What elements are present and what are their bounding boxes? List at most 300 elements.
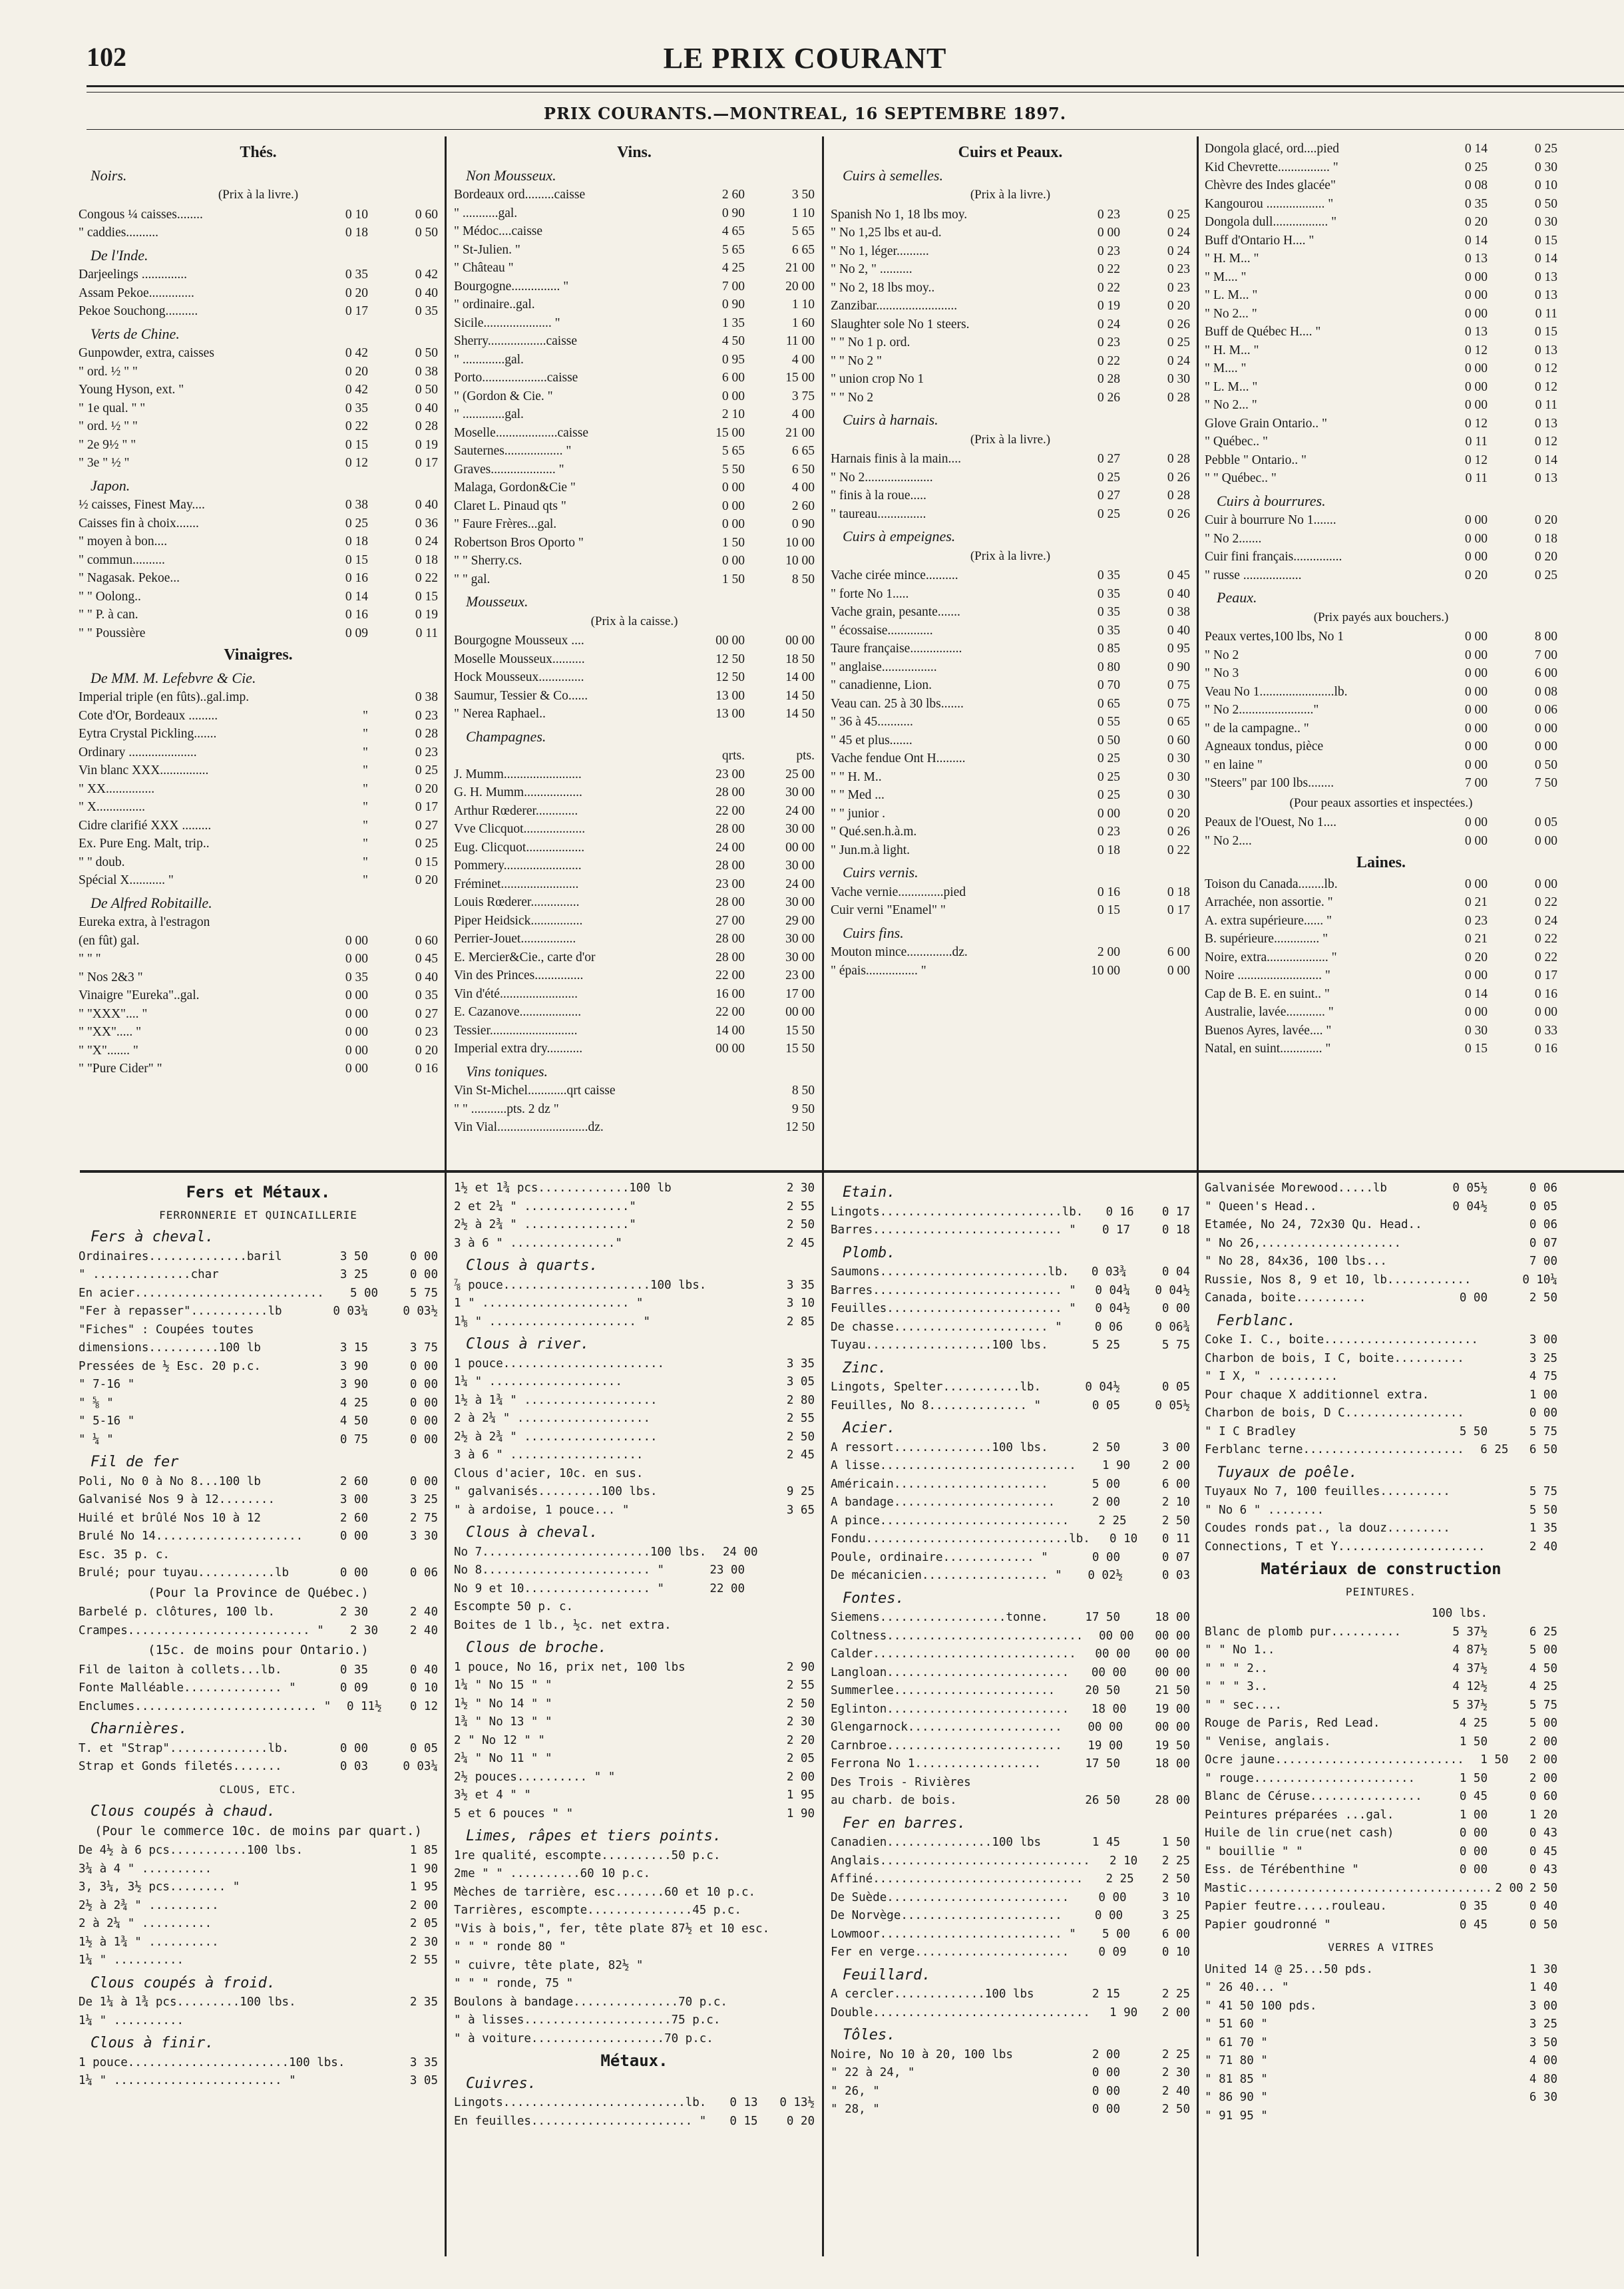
item-label: " 71 80 "	[1205, 2054, 1268, 2067]
price-row	[454, 1884, 815, 1902]
price-min: 3 50	[339, 1249, 368, 1263]
subsection-heading: Tuyaux de poêle.	[1217, 1464, 1358, 1481]
subsection-heading: Cuirs à semelles.	[843, 166, 943, 184]
item-label: " ..............char	[79, 1268, 219, 1281]
item-label: " No 2......................."	[1205, 703, 1319, 717]
price-row	[454, 351, 815, 369]
price-max: 0 17	[415, 800, 438, 814]
price-max: 0 05	[1534, 815, 1557, 829]
price-max: 0 25	[1167, 335, 1190, 349]
price-row	[1205, 2034, 1557, 2053]
price-row	[831, 1530, 1190, 1549]
item-label: " No 2.....................	[831, 470, 933, 485]
price-min	[1471, 1271, 1512, 1290]
price-max: 4 00	[1529, 2054, 1557, 2067]
price-max: 0 43	[1529, 1826, 1557, 1840]
price-row	[1205, 378, 1557, 397]
price-row	[1205, 1040, 1557, 1058]
price-row	[454, 1100, 815, 1119]
price-min: 0 03	[339, 1760, 368, 1773]
price-row	[454, 668, 815, 687]
price-row	[831, 279, 1190, 298]
subsection-heading: Plomb.	[843, 1244, 896, 1261]
price-row	[1205, 1235, 1557, 1253]
price-row	[1205, 1520, 1557, 1538]
price-max: 6 00	[1161, 1927, 1190, 1941]
price-row	[454, 1993, 815, 2012]
price-row	[454, 1003, 815, 1022]
price-row	[1205, 1898, 1557, 1916]
price-min: 2 00	[1097, 945, 1120, 959]
price-min: 0 08	[1464, 178, 1488, 192]
price-min	[682, 1446, 745, 1465]
price-max: 8 50	[791, 1084, 815, 1098]
price-max: 0 30	[1534, 215, 1557, 229]
price-row	[79, 624, 438, 643]
item-label: " L. M... "	[1205, 288, 1258, 302]
price-min: 5 37½	[1452, 1698, 1488, 1712]
item-label: 2½ à 2¾ " ..............."	[454, 1218, 636, 1231]
item-label: 1⅛ " ..................... "	[454, 1315, 651, 1329]
item-label: " galvanisés.........100 lbs.	[454, 1485, 658, 1498]
price-max	[761, 2030, 815, 2049]
price-row	[831, 1221, 1190, 1240]
price-max: 0 24	[1167, 226, 1190, 240]
item-label: " " Québec.. "	[1205, 471, 1277, 485]
item-label: Saumons........................lb.	[831, 1265, 1070, 1279]
item-label: Slaughter sole No 1 steers.	[831, 317, 970, 331]
price-row	[454, 204, 815, 223]
price-row	[1205, 1022, 1557, 1040]
price-row	[79, 206, 438, 224]
item-label: " Faure Frères...gal.	[454, 517, 557, 531]
price-max: 0 11	[1535, 398, 1557, 412]
price-min: 0 35	[339, 1663, 368, 1677]
price-max	[745, 1957, 815, 1976]
price-max: 0 27	[415, 1006, 438, 1021]
price-row	[1205, 140, 1557, 158]
price-row	[454, 369, 815, 387]
item-label: Robertson Bros Oporto "	[454, 535, 584, 550]
price-note: (Prix à la livre.)	[218, 188, 299, 202]
price-row	[831, 962, 1190, 980]
item-label: "Fer à repasser"...........lb	[79, 1305, 282, 1318]
price-max: 0 75	[1167, 678, 1190, 692]
price-max: 00 00	[785, 1005, 815, 1019]
item-label: Spanish No 1, 18 lbs moy.	[831, 207, 968, 222]
price-row	[831, 943, 1190, 962]
price-min: "	[363, 708, 368, 723]
item-label: Sauternes.................. "	[454, 444, 572, 458]
price-max: 0 40	[1167, 586, 1190, 601]
price-row	[79, 588, 438, 606]
item-label: Malaga, Gordon&Cie "	[454, 481, 576, 495]
price-max: 0 17	[1167, 903, 1190, 917]
price-max: 7 00	[1529, 1255, 1557, 1268]
price-row	[454, 241, 815, 260]
price-max: 0 25	[1534, 568, 1557, 582]
item-label: Summerlee.......................	[831, 1684, 1056, 1697]
price-row	[831, 1985, 1190, 2004]
item-label: 1¼ " ...................	[454, 1375, 622, 1388]
price-row	[454, 820, 815, 839]
price-max: 21 00	[785, 425, 815, 440]
price-min	[682, 1677, 745, 1695]
price-max: 2 30	[786, 1715, 815, 1729]
price-row	[79, 1023, 438, 1042]
item-label: Cuir fini français...............	[1205, 550, 1342, 564]
item-label: 1½ à 1¾ " ...................	[454, 1393, 658, 1407]
price-min: 0 30	[1464, 1023, 1488, 1038]
price-min: 0 00	[1464, 630, 1488, 644]
price-row	[79, 1005, 438, 1024]
price-max: 3 00	[1529, 1999, 1557, 2013]
price-row	[454, 1313, 815, 1332]
price-min: 0 23	[1097, 207, 1120, 222]
item-label: " No 2	[1205, 648, 1239, 662]
item-label: Huile de lin crue(net cash)	[1205, 1826, 1394, 1840]
price-min	[686, 1659, 747, 1677]
price-max: 0 38	[415, 364, 438, 379]
price-max: 2 50	[786, 1697, 815, 1711]
price-min: 22 00	[710, 1581, 745, 1595]
price-max	[745, 1938, 815, 1957]
price-min: 2 25	[1106, 1872, 1134, 1886]
item-label: " commun..........	[79, 552, 165, 567]
price-min: 0 00	[721, 499, 745, 513]
column-leathers-wools	[1205, 140, 1557, 1165]
price-max: 0 35	[415, 304, 438, 318]
price-min: 5 25	[1092, 1339, 1120, 1352]
price-min	[1450, 1520, 1502, 1538]
price-max: 4 80	[1529, 2072, 1557, 2086]
price-row	[79, 1042, 438, 1060]
column-divider-3	[1197, 136, 1199, 2256]
subsection-heading: Cuirs à harnais.	[843, 411, 938, 428]
price-min: 0 00	[1098, 1890, 1127, 1904]
item-label: 5 et 6 pouces " "	[454, 1806, 574, 1820]
subsection-heading: Japon.	[91, 477, 130, 494]
item-label: Brulé No 14.....................	[79, 1530, 304, 1543]
price-row	[454, 278, 815, 296]
price-row	[1205, 195, 1557, 214]
price-min	[682, 1465, 745, 1484]
item-label: De chasse...................... "	[831, 1320, 1062, 1334]
item-label: Cuir à bourrure No 1.......	[1205, 513, 1336, 527]
price-max: 6 50	[1529, 1443, 1557, 1456]
price-row	[454, 314, 815, 333]
item-label: ⅞ pouce.....................100 lbs.	[454, 1278, 707, 1292]
subsection-heading: Acier.	[843, 1420, 896, 1436]
item-label: Noire, extra................... "	[1205, 950, 1337, 964]
price-row	[454, 747, 815, 765]
price-row	[454, 1617, 815, 1635]
price-max: 1 10	[791, 206, 815, 220]
price-row	[454, 1295, 815, 1313]
price-row	[79, 1842, 438, 1860]
item-label: " "Pure Cider" "	[79, 1062, 162, 1076]
price-max: 0 04½	[1155, 1283, 1190, 1297]
price-min: 0 00	[1464, 306, 1488, 321]
price-row	[1205, 1331, 1557, 1350]
price-min: 2 60	[721, 188, 745, 202]
price-row	[1205, 1770, 1557, 1788]
item-label: Siemens..................tonne.	[831, 1611, 1048, 1624]
price-max: 0 10	[1534, 178, 1557, 192]
price-row	[79, 1510, 438, 1528]
price-row	[454, 705, 815, 724]
price-row	[454, 1502, 815, 1520]
price-min: 2 10	[721, 407, 745, 421]
item-label: " " No 2	[831, 390, 874, 405]
price-row	[454, 497, 815, 516]
item-label: 2me " " ..........60 10 p.c.	[454, 1867, 651, 1880]
price-row	[1205, 2089, 1557, 2107]
price-min	[682, 1216, 745, 1235]
price-row	[1205, 1751, 1557, 1770]
item-label: 1½ " No 14 " "	[454, 1697, 552, 1711]
price-min: 0 00	[339, 1741, 368, 1755]
item-label: Vin St-Michel............qrt caisse	[454, 1084, 616, 1098]
subsection-heading: Champagnes.	[466, 728, 546, 745]
price-min: 22 00	[715, 1005, 745, 1019]
price-max: 2 40	[1161, 2084, 1190, 2098]
price-max: 0 03	[1161, 1569, 1190, 1582]
item-label: Vinaigre "Eureka"..gal.	[79, 988, 200, 1002]
price-min: 5 37½	[1452, 1625, 1488, 1639]
price-row	[79, 761, 438, 780]
price-row	[79, 344, 438, 363]
price-row	[79, 1860, 438, 1879]
item-label: Tuyaux No 7, 100 feuilles..........	[1205, 1485, 1450, 1498]
price-max: 0 45	[1167, 568, 1190, 582]
item-label: J. Mumm........................	[454, 767, 582, 781]
price-row	[454, 632, 815, 650]
price-row	[454, 2011, 815, 2030]
price-row	[454, 687, 815, 706]
price-max	[745, 1561, 815, 1580]
price-min	[682, 1938, 745, 1957]
price-row	[1205, 1623, 1557, 1642]
price-row	[1205, 1979, 1557, 1997]
price-row	[831, 1567, 1190, 1585]
item-label: "Vis à bois,", fer, tête plate 87½ et 10 esc.	[454, 1922, 770, 1936]
item-label: A pince...........................	[831, 1514, 1070, 1528]
item-label: Ferrona No 1..................	[831, 1757, 1042, 1770]
price-max: 15 50	[785, 1023, 815, 1038]
item-label: " à ardoise, 1 pouce... "	[454, 1503, 630, 1517]
price-row	[454, 1659, 815, 1677]
price-min	[682, 1750, 745, 1769]
price-min: 0 14	[1464, 233, 1488, 248]
price-row	[454, 1392, 815, 1410]
price-row	[454, 1216, 815, 1235]
price-min: 1 50	[721, 572, 745, 586]
price-row	[1205, 893, 1557, 912]
price-row	[831, 1457, 1190, 1476]
price-max: 15 00	[785, 371, 815, 385]
price-row	[1205, 813, 1557, 832]
price-row	[1205, 756, 1557, 775]
item-label: Barres........................... "	[831, 1283, 1076, 1297]
price-row	[454, 332, 815, 351]
price-max: 0 22	[415, 571, 438, 585]
price-row	[454, 552, 815, 570]
price-max: 0 36	[415, 516, 438, 530]
item-label: Vin blanc XXX...............	[79, 763, 209, 777]
price-row	[454, 1373, 815, 1392]
item-label: Young Hyson, ext. "	[79, 383, 184, 397]
price-min: 0 00	[1464, 877, 1488, 891]
category-heading: FERRONNERIE ET QUINCAILLERIE	[159, 1208, 357, 1221]
price-min: 2 60	[339, 1511, 368, 1525]
item-label: 2 " No 12 " "	[454, 1733, 545, 1747]
price-row	[454, 461, 815, 479]
price-min: 0 05	[1092, 1398, 1120, 1412]
price-min: 1 50	[1480, 1753, 1509, 1767]
price-max: 14 00	[785, 670, 815, 684]
price-row	[831, 1870, 1190, 1889]
price-min: 0 00	[721, 554, 745, 568]
price-row	[454, 857, 815, 875]
item-label: De Suède..........................	[831, 1890, 1070, 1904]
item-label: 3 à 6 " ...................	[454, 1448, 644, 1462]
price-min: 27 00	[715, 913, 745, 928]
price-min: 0 75	[339, 1432, 368, 1446]
item-label: Spécial X........... "	[79, 873, 174, 887]
item-label: Clous d'acier, 10c. en sus.	[454, 1466, 644, 1480]
price-row	[1205, 2052, 1557, 2071]
item-label: Agneaux tondus, pièce	[1205, 739, 1324, 753]
price-min	[1464, 1350, 1509, 1368]
price-row	[79, 817, 438, 835]
item-label: " No 28, 84x36, 100 lbs...	[1205, 1255, 1387, 1268]
price-row	[831, 1203, 1190, 1222]
item-label: Bourgogne Mousseux ....	[454, 634, 584, 648]
item-label: 2¼ " No 11 " "	[454, 1752, 552, 1765]
price-row	[1205, 250, 1557, 268]
price-max: 0 27	[415, 818, 438, 833]
item-label: Graves.................... "	[454, 462, 564, 477]
price-min: 4 25	[1459, 1717, 1488, 1730]
price-max: 0 28	[1167, 489, 1190, 503]
price-max: 2 90	[786, 1660, 815, 1674]
price-row	[79, 302, 438, 321]
price-min	[345, 2054, 389, 2073]
price-note: (Pour la Province de Québec.)	[148, 1585, 369, 1600]
subsection-heading: Mousseux.	[466, 593, 528, 610]
price-min: 0 00	[1464, 531, 1488, 546]
price-max: 00 00	[1155, 1647, 1190, 1661]
item-label: " Nos 2&3 "	[79, 970, 143, 984]
price-max: 30 00	[785, 822, 815, 836]
item-label: " 81 85 "	[1205, 2072, 1268, 2086]
price-row	[79, 1698, 438, 1717]
price-row	[79, 2054, 438, 2073]
item-label: " " junior .	[831, 806, 885, 821]
item-label: Perrier-Jouet.................	[454, 932, 576, 946]
section-heading: Fers et Métaux.	[186, 1183, 331, 1201]
price-min: 13 00	[715, 688, 745, 703]
price-min	[741, 1902, 776, 1920]
price-max	[368, 1321, 438, 1340]
price-max: 19 00	[1155, 1702, 1190, 1716]
price-row	[79, 1758, 438, 1776]
price-min: "	[363, 745, 368, 759]
price-max: 0 12	[1534, 361, 1557, 375]
price-row	[1205, 1441, 1557, 1460]
price-row	[79, 950, 438, 968]
price-min: "	[363, 800, 368, 814]
price-max: 0 50	[415, 226, 438, 240]
price-row	[79, 399, 438, 418]
price-min: 0 35	[1459, 1900, 1488, 1913]
price-row	[454, 985, 815, 1004]
price-min	[682, 1786, 745, 1805]
price-row	[454, 802, 815, 821]
item-label: " forte No 1.....	[831, 586, 909, 601]
price-max: 0 18	[1161, 1223, 1190, 1237]
price-max: 1 40	[1529, 1981, 1557, 1994]
price-row	[79, 1376, 438, 1394]
price-row	[1205, 286, 1557, 305]
price-max: 1 95	[409, 1880, 438, 1894]
price-row	[79, 1993, 438, 2012]
price-min	[1424, 1216, 1488, 1235]
price-max: 3 25	[1161, 1909, 1190, 1922]
price-row	[1205, 1697, 1557, 1715]
item-label: T. et "Strap"..............lb.	[79, 1741, 290, 1755]
item-label: Affiné..............................	[831, 1872, 1084, 1886]
subsection-heading: De MM. M. Lefebvre & Cie.	[91, 669, 256, 686]
price-min: 0 18	[345, 534, 368, 548]
item-label: Saumur, Tessier & Co......	[454, 688, 588, 703]
price-min: 0 45	[1459, 1918, 1488, 1932]
price-min: 00 00	[1095, 1647, 1131, 1661]
price-note: (Prix à la caisse.)	[590, 614, 678, 628]
price-min: 20 50	[1085, 1684, 1120, 1697]
price-row	[454, 912, 815, 931]
price-min: 0 04½	[1085, 1380, 1120, 1394]
item-label: Vin des Princes...............	[454, 968, 584, 982]
item-label: (en fût) gal.	[79, 933, 140, 948]
item-label: Noire, No 10 à 20, 100 lbs	[831, 2047, 1013, 2061]
price-max: 0 10¼	[1522, 1273, 1557, 1287]
price-min: 0 15	[1464, 1042, 1488, 1056]
item-label: Vache grain, pesante.......	[831, 605, 960, 619]
price-row	[79, 743, 438, 762]
item-label: 1½ et 1¾ pcs.............100 lb	[454, 1181, 672, 1195]
price-max: 19 50	[1155, 1739, 1190, 1753]
price-row	[831, 1282, 1190, 1301]
price-row	[831, 603, 1190, 622]
item-label: Pekoe Souchong..........	[79, 304, 198, 318]
price-max: 2 20	[786, 1733, 815, 1747]
price-min: 0 26	[1097, 390, 1120, 405]
price-row	[1205, 1880, 1557, 1898]
item-label: " Queen's Head..	[1205, 1199, 1317, 1213]
price-row	[1205, 1198, 1557, 1217]
price-min: 00 00	[715, 1042, 745, 1056]
item-label: " " Poussière	[79, 626, 146, 640]
price-max: 0 28	[1167, 452, 1190, 466]
price-row	[1205, 1368, 1557, 1386]
price-max: 6 00	[1534, 666, 1557, 680]
price-min: 0 03¾	[1091, 1265, 1127, 1279]
price-row	[831, 1494, 1190, 1512]
price-min: 0 00	[721, 517, 745, 531]
subsection-heading: Cuirs à bourrures.	[1217, 492, 1326, 509]
